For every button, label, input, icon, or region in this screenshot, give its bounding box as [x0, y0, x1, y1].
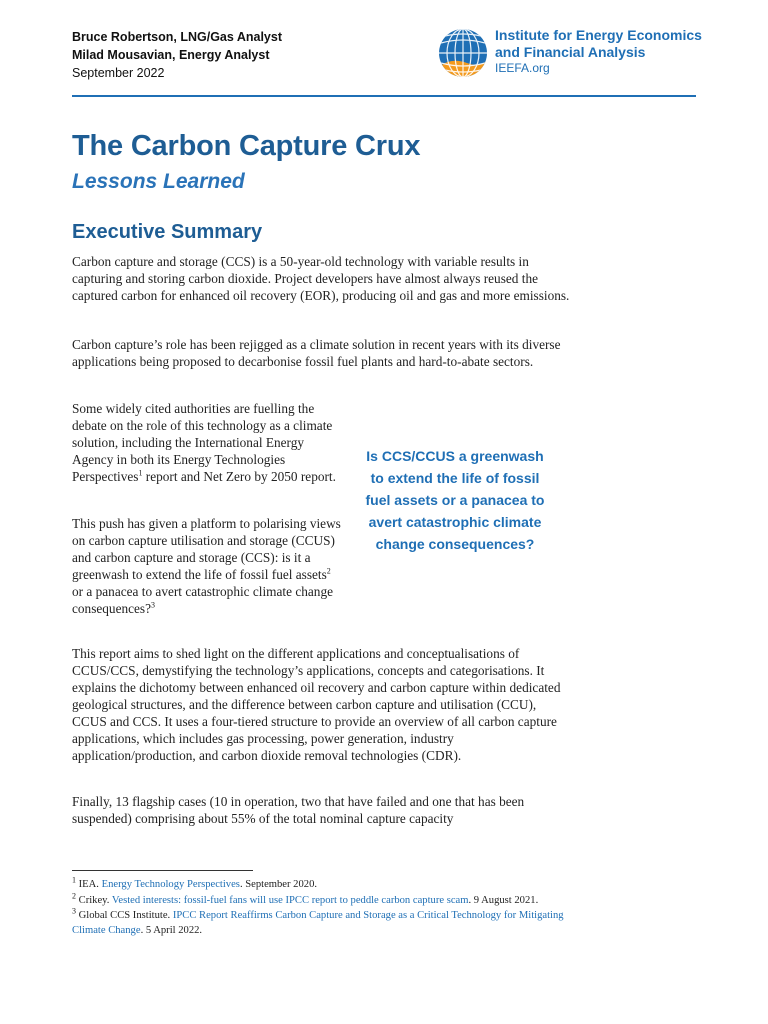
paragraph-3-text-b: report and Net Zero by 2050 report.: [142, 469, 336, 484]
footnote-2: [72, 890, 572, 909]
footnote-link[interactable]: Vested interests: fossil-fuel fans will use IPCC report to peddle carbon capture scam: [111, 894, 469, 906]
org-url[interactable]: IEEFA.org: [495, 61, 550, 75]
footnote-source: Crikey.: [76, 894, 112, 906]
pull-quote: Is CCS/CCUS a greenwash to extend the life of fossil fuel assets or a panacea to avert catastrophic climate change consequences?: [365, 448, 545, 552]
footnotes: [72, 875, 572, 939]
paragraph-2: Carbon capture’s role has been rejigged as a climate solution in recent years with its diverse applications being proposed to decarbonise fossil fuel plants and hard-to-abate sectors.: [72, 337, 561, 369]
globe-logo-icon: [437, 27, 489, 79]
footnote-number: 2: [72, 890, 76, 900]
author-block: [72, 28, 282, 82]
footnote-ref-3[interactable]: 3: [151, 600, 156, 610]
footnote-date: . September 2020.: [239, 879, 318, 890]
publication-date: September 2022: [72, 66, 165, 80]
logo-wordmark: [495, 27, 702, 75]
author-1: Bruce Robertson, LNG/Gas Analyst: [72, 30, 282, 44]
footnote-number: 1: [72, 875, 76, 885]
footnote-link[interactable]: IPCC Report Reaffirms Carbon Capture and Storage as a Critical Technology for Mitigating Climate Change: [72, 910, 564, 936]
footnote-ref-1[interactable]: 1: [138, 468, 143, 478]
section-heading: Executive Summary: [72, 221, 263, 243]
footnote-1: [72, 875, 572, 893]
paragraph-1: Carbon capture and storage (CCS) is a 50-year-old technology with variable results in capturing and storing carbon dioxide. Project developers have almost always reused the captured carbon for enhanced oil recovery (EOR), producing oil and gas and more emissions.: [72, 254, 570, 303]
footnote-divider: [72, 870, 253, 871]
page-title: The Carbon Capture Crux: [72, 130, 421, 162]
footnote-link[interactable]: Energy Technology Perspectives: [101, 879, 240, 890]
footnote-ref-2[interactable]: 2: [326, 566, 331, 576]
header-divider: [72, 95, 696, 97]
paragraph-4-text-b: or a panacea to avert catastrophic climate change consequences?: [72, 584, 333, 616]
footnote-date: . 5 April 2022.: [140, 924, 203, 936]
paragraph-3-text-a: Some widely cited authorities are fuelling the debate on the role of this technology as a climate solution, including the International Energy Agency in both its Energy Technologies Perspectives: [72, 401, 333, 484]
footnote-source: IEA.: [76, 879, 102, 890]
footnote-number: 3: [72, 906, 76, 916]
paragraph-4: [72, 515, 344, 617]
footnote-date: . 9 August 2021.: [468, 894, 539, 906]
author-2: Milad Mousavian, Energy Analyst: [72, 48, 270, 62]
page-subtitle: Lessons Learned: [72, 170, 245, 193]
org-name-line1: Institute for Energy Economics: [495, 27, 702, 43]
paragraph-5: This report aims to shed light on the different applications and conceptualisations of CCUS/CCS, demystifying the technology’s applications, concepts and categorisations. It explains the dichotomy between enhanced oil recovery and carbon capture within dedicated geological structures, and the difference between carbon capture and utilisation (CCU), CCUS and CCS. It uses a four-tiered structure to provide an overview of all carbon capture applications, which includes gas processing, power generation, industry application/production, and carbon dioxide removal technologies (CDR).: [72, 646, 561, 763]
paragraph-4-text-a: This push has given a platform to polarising views on carbon capture utilisation and storage (CCUS) and carbon capture and storage (CCS): is it a greenwash to extend the life of fossil fuel assets: [72, 516, 341, 582]
footnote-source: Global CCS Institute.: [76, 910, 173, 921]
ieefa-logo: [437, 27, 702, 79]
org-name-line2: and Financial Analysis: [495, 44, 646, 60]
footnote-3: [72, 906, 572, 938]
paragraph-3: [72, 400, 342, 485]
paragraph-6: Finally, 13 flagship cases (10 in operation, two that have failed and one that has been suspended) comprising about 55% of the total nominal capture capacity: [72, 794, 525, 826]
